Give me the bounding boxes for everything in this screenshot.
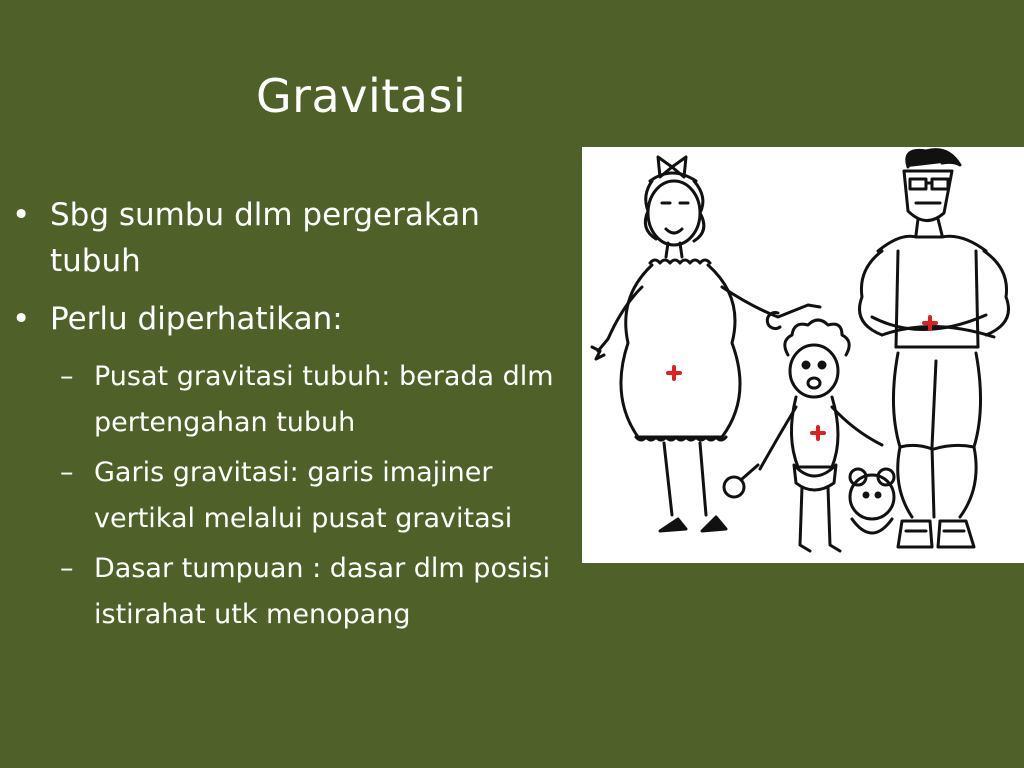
sub-bullet-text: Pusat gravitasi tubuh: berada dlm pertengahan tubuh <box>94 361 554 438</box>
plus-icon <box>668 367 680 379</box>
sub-bullet-text: Dasar tumpuan : dasar dlm posisi istirahat utk menopang <box>94 553 551 630</box>
center-of-gravity-illustration <box>582 147 1024 563</box>
sub-bullet-text: Garis gravitasi: garis imajiner vertikal melalui pusat gravitasi <box>94 457 513 534</box>
sub-bullet-item <box>60 354 577 446</box>
dash-marker: – <box>60 361 74 392</box>
slide-title: Gravitasi <box>256 69 467 123</box>
bullet-marker: • <box>12 197 31 233</box>
dash-marker: – <box>60 553 74 584</box>
sub-bullet-item <box>60 546 577 638</box>
man-figure <box>860 150 1009 547</box>
bullet-marker: • <box>12 301 31 337</box>
sub-bullet-item <box>60 450 577 542</box>
bullet-text: Perlu diperhatikan: <box>50 301 343 337</box>
child-figure <box>760 320 894 551</box>
bullet-item <box>12 296 577 342</box>
slide-body <box>12 192 577 642</box>
plus-icon <box>812 427 824 439</box>
dash-marker: – <box>60 457 74 488</box>
bullet-text: Sbg sumbu dlm pergerakan tubuh <box>50 197 480 279</box>
bullet-item <box>12 192 577 284</box>
